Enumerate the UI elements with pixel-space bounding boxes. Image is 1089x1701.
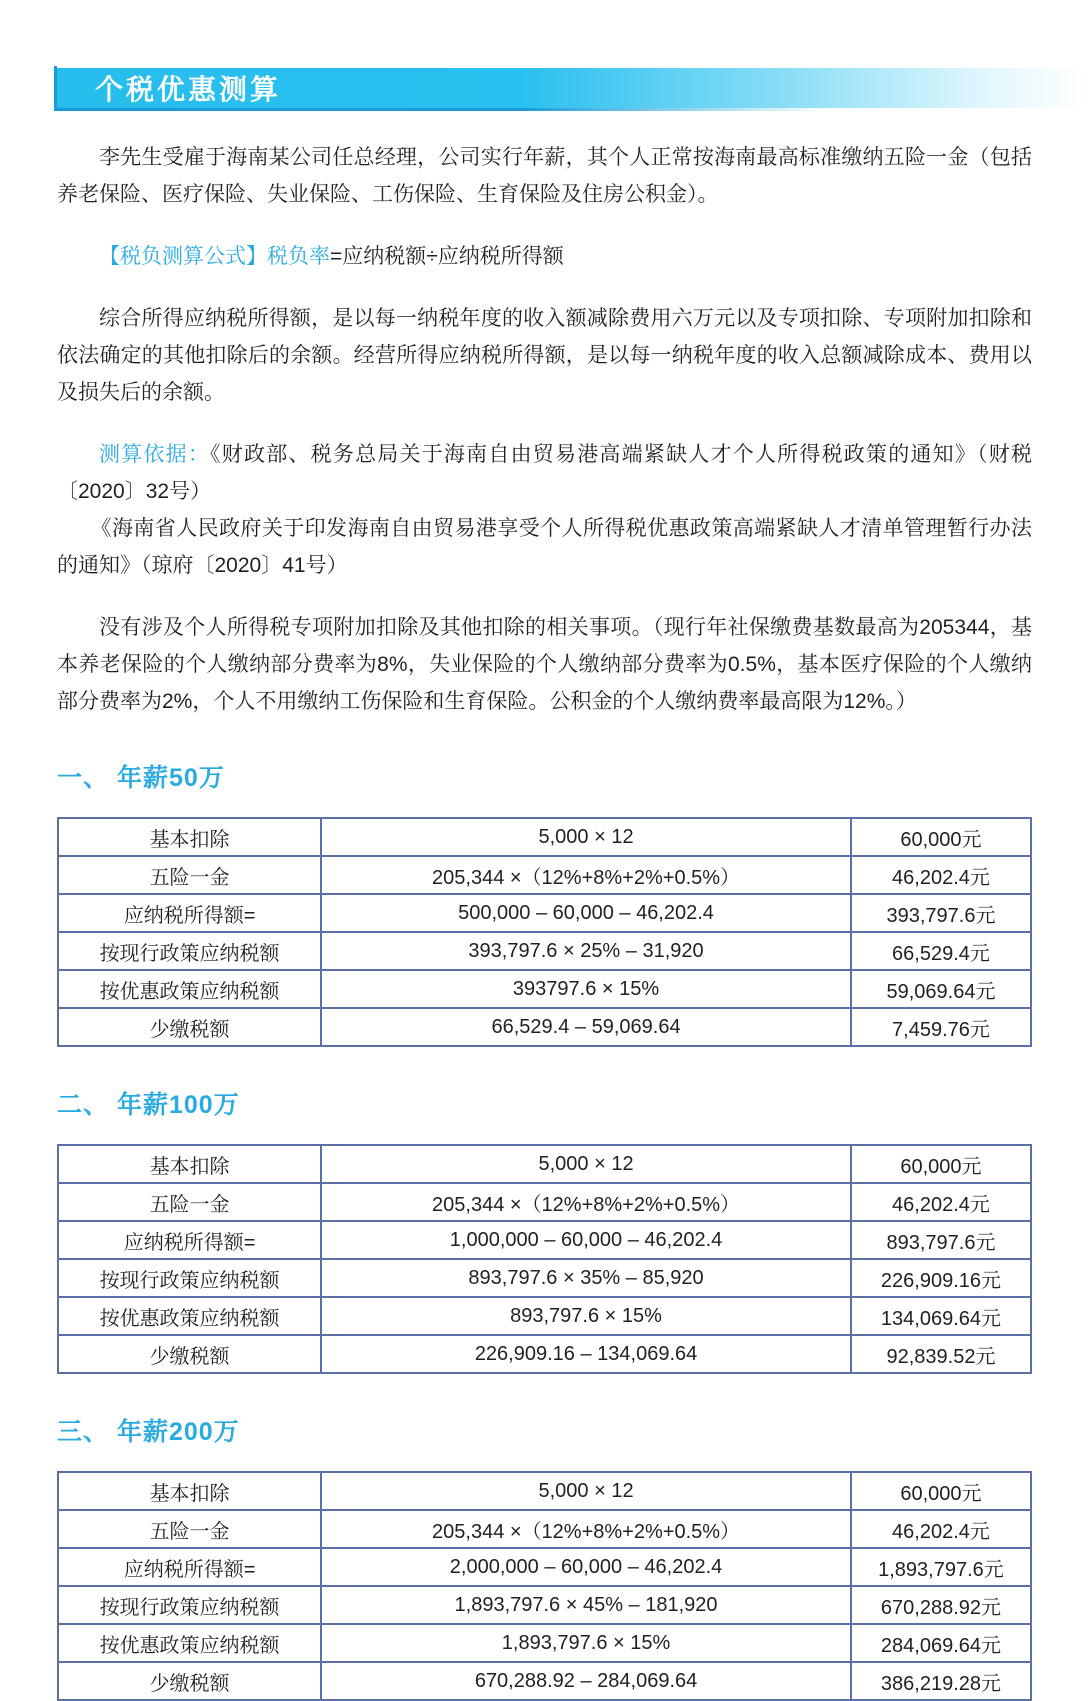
row-label-cell: 按现行政策应纳税额	[58, 1259, 321, 1297]
document-body	[57, 139, 1032, 1701]
formula-cell: 205,344 ×（12%+8%+2%+0.5%）	[321, 1183, 851, 1221]
formula-cell: 1,893,797.6 × 15%	[321, 1624, 851, 1662]
amount-cell: 59,069.64元	[851, 970, 1031, 1008]
amount-cell: 134,069.64元	[851, 1297, 1031, 1335]
row-label-cell: 基本扣除	[58, 818, 321, 856]
table-row	[58, 1259, 1031, 1297]
formula-cell: 893,797.6 × 15%	[321, 1297, 851, 1335]
section-heading-salary-2m: 三、 年薪200万	[57, 1418, 240, 1446]
table-row	[58, 1183, 1031, 1221]
table-row	[58, 1297, 1031, 1335]
row-label-cell: 少缴税额	[58, 1008, 321, 1046]
row-label-cell: 五险一金	[58, 1183, 321, 1221]
table-row	[58, 818, 1031, 856]
formula-cell: 893,797.6 × 35% – 85,920	[321, 1259, 851, 1297]
note-paragraph: 没有涉及个人所得税专项附加扣除及其他扣除的相关事项。（现行年社保缴费基数最高为205344，基本养老保险的个人缴纳部分费率为8%，失业保险的个人缴纳部分费率为0.5%，基本医疗保险的个人缴纳部分费率为2%，个人不用缴纳工伤保险和生育保险。公积金的个人缴纳费率最高限为12%。）	[57, 616, 1032, 713]
row-label-cell: 按优惠政策应纳税额	[58, 1297, 321, 1335]
formula-label: 【税负测算公式】税负率	[99, 245, 330, 268]
formula-cell: 66,529.4 – 59,069.64	[321, 1008, 851, 1046]
definition-paragraph: 综合所得应纳税所得额，是以每一纳税年度的收入额减除费用六万元以及专项扣除、专项附加扣除和依法确定的其他扣除后的余额。经营所得应纳税所得额，是以每一纳税年度的收入总额减除成本、费用以及损失后的余额。	[57, 307, 1032, 404]
amount-cell: 46,202.4元	[851, 1183, 1031, 1221]
row-label-cell: 按现行政策应纳税额	[58, 1586, 321, 1624]
table-row	[58, 1586, 1031, 1624]
table-row	[58, 1335, 1031, 1373]
formula-cell: 5,000 × 12	[321, 818, 851, 856]
amount-cell: 66,529.4元	[851, 932, 1031, 970]
amount-cell: 60,000元	[851, 1145, 1031, 1183]
formula-cell: 5,000 × 12	[321, 1145, 851, 1183]
amount-cell: 284,069.64元	[851, 1624, 1031, 1662]
table-row	[58, 1662, 1031, 1700]
table-row	[58, 1008, 1031, 1046]
formula-cell: 393,797.6 × 25% – 31,920	[321, 932, 851, 970]
salary-2m-table	[57, 1471, 1032, 1701]
basis-doc2-paragraph: 《海南省人民政府关于印发海南自由贸易港享受个人所得税优惠政策高端紧缺人才清单管理暂行办法的通知》（琼府〔2020〕41号）	[57, 517, 1032, 577]
amount-cell: 46,202.4元	[851, 1510, 1031, 1548]
table-row	[58, 1548, 1031, 1586]
amount-cell: 7,459.76元	[851, 1008, 1031, 1046]
amount-cell: 1,893,797.6元	[851, 1548, 1031, 1586]
row-label-cell: 应纳税所得额=	[58, 1548, 321, 1586]
row-label-cell: 按现行政策应纳税额	[58, 932, 321, 970]
amount-cell: 226,909.16元	[851, 1259, 1031, 1297]
row-label-cell: 应纳税所得额=	[58, 1221, 321, 1259]
table-row	[58, 894, 1031, 932]
formula-cell: 500,000 – 60,000 – 46,202.4	[321, 894, 851, 932]
table-row	[58, 856, 1031, 894]
row-label-cell: 五险一金	[58, 856, 321, 894]
basis-paragraph	[57, 436, 1032, 510]
table-row	[58, 1624, 1031, 1662]
formula-cell: 205,344 ×（12%+8%+2%+0.5%）	[321, 856, 851, 894]
page-title-banner	[57, 68, 1089, 108]
amount-cell: 92,839.52元	[851, 1335, 1031, 1373]
row-label-cell: 应纳税所得额=	[58, 894, 321, 932]
formula-cell: 1,893,797.6 × 45% – 181,920	[321, 1586, 851, 1624]
salary-1m-table	[57, 1144, 1032, 1374]
row-label-cell: 少缴税额	[58, 1335, 321, 1373]
formula-cell: 226,909.16 – 134,069.64	[321, 1335, 851, 1373]
basis-label: 测算依据：	[99, 443, 211, 466]
table-row	[58, 1221, 1031, 1259]
row-label-cell: 基本扣除	[58, 1145, 321, 1183]
table-row	[58, 1472, 1031, 1510]
table-row	[58, 932, 1031, 970]
amount-cell: 386,219.28元	[851, 1662, 1031, 1700]
section-heading-salary-1m: 二、 年薪100万	[57, 1091, 240, 1119]
row-label-cell: 基本扣除	[58, 1472, 321, 1510]
amount-cell: 46,202.4元	[851, 856, 1031, 894]
table-row	[58, 970, 1031, 1008]
amount-cell: 60,000元	[851, 1472, 1031, 1510]
formula-cell: 670,288.92 – 284,069.64	[321, 1662, 851, 1700]
amount-cell: 393,797.6元	[851, 894, 1031, 932]
formula-cell: 1,000,000 – 60,000 – 46,202.4	[321, 1221, 851, 1259]
formula-expression: =应纳税额÷应纳税所得额	[330, 245, 564, 268]
row-label-cell: 五险一金	[58, 1510, 321, 1548]
row-label-cell: 按优惠政策应纳税额	[58, 970, 321, 1008]
salary-500k-table	[57, 817, 1032, 1047]
formula-cell: 5,000 × 12	[321, 1472, 851, 1510]
document-page	[0, 68, 1089, 1695]
table-row	[58, 1145, 1031, 1183]
table-row	[58, 1510, 1031, 1548]
formula-line	[57, 238, 1032, 275]
section-heading-salary-500k: 一、 年薪50万	[57, 764, 225, 792]
formula-cell: 205,344 ×（12%+8%+2%+0.5%）	[321, 1510, 851, 1548]
basis-doc1: 《财政部、税务总局关于海南自由贸易港高端紧缺人才个人所得税政策的通知》（财税〔2020〕32号）	[57, 443, 1033, 503]
amount-cell: 60,000元	[851, 818, 1031, 856]
formula-cell: 2,000,000 – 60,000 – 46,202.4	[321, 1548, 851, 1586]
row-label-cell: 按优惠政策应纳税额	[58, 1624, 321, 1662]
amount-cell: 670,288.92元	[851, 1586, 1031, 1624]
intro-paragraph: 李先生受雇于海南某公司任总经理，公司实行年薪，其个人正常按海南最高标准缴纳五险一金（包括养老保险、医疗保险、失业保险、工伤保险、生育保险及住房公积金）。	[57, 146, 1032, 206]
formula-cell: 393797.6 × 15%	[321, 970, 851, 1008]
amount-cell: 893,797.6元	[851, 1221, 1031, 1259]
page-title: 个税优惠测算	[95, 74, 282, 105]
row-label-cell: 少缴税额	[58, 1662, 321, 1700]
